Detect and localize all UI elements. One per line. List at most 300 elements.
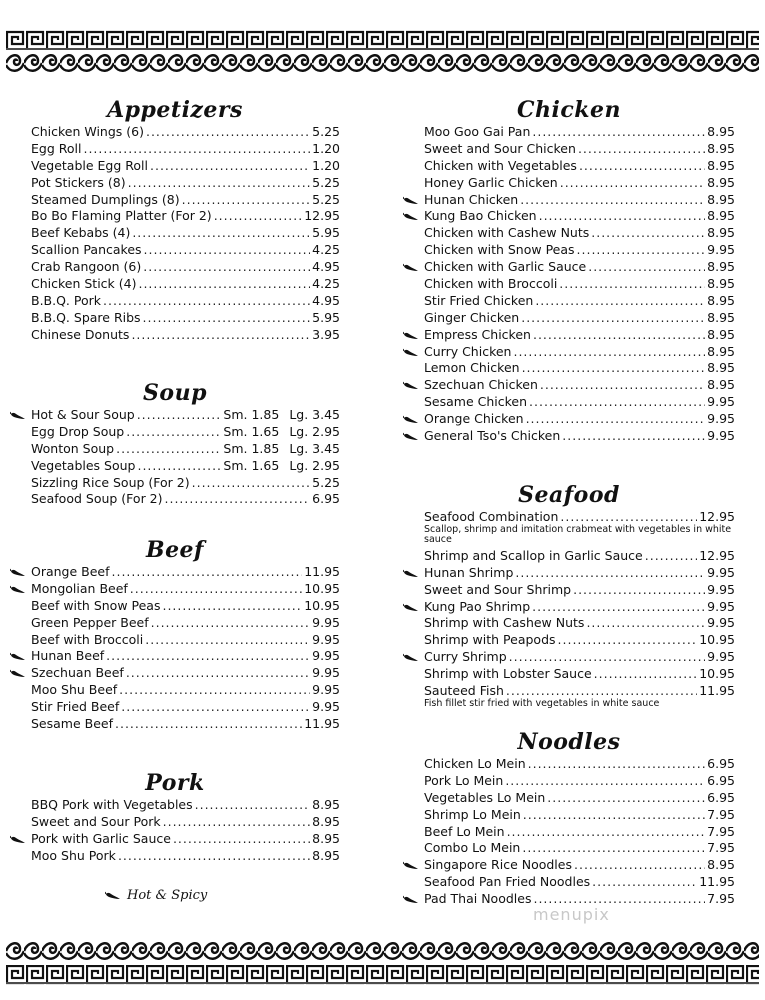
dot-leader: [526, 411, 706, 428]
item-name: Scallion Pancakes: [31, 242, 142, 258]
dot-leader: [506, 683, 697, 700]
item-name: Pork Lo Mein: [424, 772, 504, 788]
dot-leader: [118, 848, 310, 865]
dot-leader: [520, 192, 705, 209]
item-price: 12.95: [699, 547, 735, 563]
item-name: Beef with Snow Peas: [31, 597, 161, 613]
item-price: 7.95: [707, 823, 735, 839]
menu-item: [10, 208, 340, 225]
menu-item: [403, 276, 735, 293]
menu-item: [403, 874, 735, 891]
item-price: 9.95: [312, 682, 340, 698]
menu-item: [403, 840, 735, 857]
item-name: Vegetables Soup: [31, 457, 136, 473]
dot-leader: [515, 565, 705, 582]
dot-leader: [509, 649, 705, 666]
menu-item: [403, 582, 735, 599]
item-name: Sauteed Fish: [424, 683, 504, 699]
dot-leader: [115, 716, 302, 733]
hot-pepper-icon: [403, 212, 419, 221]
item-price: 8.95: [707, 292, 735, 308]
seafood-section: [403, 481, 735, 711]
item-price: 4.95: [312, 259, 340, 275]
menu-item: [10, 564, 340, 581]
item-price: 5.25: [312, 474, 340, 490]
menu-item: [10, 310, 340, 327]
menu-item: [10, 632, 340, 649]
dot-leader: [182, 192, 311, 209]
item-name: Green Pepper Beef: [31, 614, 149, 630]
menu-item: [10, 831, 340, 848]
dot-leader: [591, 225, 705, 242]
menu-item: [403, 259, 735, 276]
dot-leader: [513, 344, 705, 361]
menu-item: [10, 124, 340, 141]
hot-pepper-icon: [10, 411, 26, 420]
item-price: 8.95: [312, 797, 340, 812]
item-price: 1.20: [312, 157, 340, 173]
item-name: Szechuan Beef: [31, 665, 124, 681]
dot-leader: [578, 141, 705, 158]
item-name: Chicken Stick (4): [31, 276, 137, 292]
item-price: 9.95: [707, 242, 735, 258]
item-price: 8.95: [707, 360, 735, 376]
item-price: 9.95: [312, 631, 340, 647]
menu-item: [403, 756, 735, 773]
item-price: 8.95: [707, 377, 735, 393]
item-price: 5.95: [312, 225, 340, 241]
dot-leader: [130, 581, 302, 598]
hot-pepper-icon: [105, 891, 121, 900]
hot-pepper-icon: [10, 669, 26, 678]
dot-leader: [192, 475, 311, 492]
dot-leader: [535, 293, 705, 310]
menu-item: [403, 293, 735, 310]
item-price: 9.95: [707, 394, 735, 410]
item-price: 9.95: [707, 581, 735, 597]
hot-pepper-icon: [403, 432, 419, 441]
item-price: 4.95: [312, 292, 340, 308]
item-name: Egg Drop Soup: [31, 423, 125, 439]
item-name: Pork with Garlic Sauce: [31, 830, 171, 846]
item-price-small: Sm. 1.85: [223, 440, 280, 456]
hot-pepper-icon: [10, 652, 26, 661]
item-name: Kung Bao Chicken: [424, 208, 537, 224]
item-price: 9.95: [312, 665, 340, 681]
item-name: Egg Roll: [31, 140, 82, 156]
menu-item: [403, 649, 735, 666]
item-description: Fish fillet stir fried with vegetables in white sauce: [424, 697, 660, 709]
item-name: Moo Goo Gai Pan: [424, 124, 531, 139]
item-name: Mongolian Beef: [31, 580, 128, 596]
section-title-pork: Pork: [145, 770, 205, 796]
item-name: Vegetables Lo Mein: [424, 789, 546, 805]
dot-leader: [132, 225, 310, 242]
menu-item: [10, 699, 340, 716]
hot-pepper-icon: [403, 861, 419, 870]
menu-item: [10, 175, 340, 192]
section-title-beef: Beef: [145, 537, 205, 563]
legend-label: Hot & Spicy: [127, 888, 208, 903]
dot-leader: [540, 377, 705, 394]
menu-item: [403, 124, 735, 141]
dot-leader: [523, 807, 705, 824]
item-price-large: Lg. 3.45: [289, 440, 340, 456]
item-price: 9.95: [707, 564, 735, 580]
item-name: Curry Chicken: [424, 343, 512, 359]
item-name: Pad Thai Noodles: [424, 891, 532, 907]
dot-leader: [586, 615, 705, 632]
item-name: Bo Bo Flaming Platter (For 2): [31, 208, 212, 224]
menu-item: [403, 394, 735, 411]
dot-leader: [138, 276, 310, 293]
item-name: Sizzling Rice Soup (For 2): [31, 474, 190, 490]
item-price: 10.95: [699, 632, 735, 648]
item-name: Sesame Beef: [31, 716, 113, 732]
item-price: 6.95: [707, 756, 735, 771]
item-price: 11.95: [699, 683, 735, 699]
appetizers-list: [10, 124, 340, 344]
menu-item: [10, 648, 340, 665]
item-price: 8.95: [707, 157, 735, 173]
menu-item: [10, 276, 340, 293]
item-price: 4.25: [312, 276, 340, 292]
item-price: 10.95: [304, 580, 340, 596]
item-price: 12.95: [304, 208, 340, 224]
menu-item: [10, 458, 340, 475]
item-price: 6.95: [707, 772, 735, 788]
item-name: Steamed Dumplings (8): [31, 191, 180, 207]
dot-leader: [131, 327, 310, 344]
item-price: 7.95: [707, 806, 735, 822]
hot-pepper-icon: [403, 603, 419, 612]
dot-leader: [137, 458, 221, 475]
item-name: Lemon Chicken: [424, 360, 520, 376]
item-price: 8.95: [707, 208, 735, 224]
item-name: Vegetable Egg Roll: [31, 157, 148, 173]
item-price: 1.20: [312, 140, 340, 156]
menu-item: [10, 407, 340, 424]
dot-leader: [163, 814, 311, 831]
item-price: 5.25: [312, 124, 340, 139]
dot-leader: [558, 632, 698, 649]
dot-leader: [214, 208, 303, 225]
item-name: Chicken with Garlic Sauce: [424, 259, 587, 275]
item-price: 8.95: [707, 191, 735, 207]
item-name: Pot Stickers (8): [31, 174, 126, 190]
menu-item: [403, 360, 735, 377]
item-name: Shrimp with Lobster Sauce: [424, 666, 592, 682]
dot-leader: [151, 615, 311, 632]
dot-leader: [146, 124, 310, 141]
dot-leader: [592, 874, 697, 891]
dot-leader: [145, 632, 310, 649]
item-name: Chicken Wings (6): [31, 124, 144, 139]
dot-leader: [126, 665, 310, 682]
menu-item: [403, 807, 735, 824]
dot-leader: [143, 310, 311, 327]
item-name: Seafood Combination: [424, 509, 559, 524]
item-name: B.B.Q. Spare Ribs: [31, 309, 141, 325]
beef-section: [10, 536, 340, 733]
item-name: Sesame Chicken: [424, 394, 528, 410]
menu-item: [403, 548, 735, 565]
item-name: BBQ Pork with Vegetables: [31, 797, 193, 812]
menu-item: [10, 424, 340, 441]
item-price: 8.95: [707, 259, 735, 275]
item-price-large: Lg. 2.95: [289, 457, 340, 473]
noodles-list: [403, 756, 735, 908]
dot-leader: [574, 857, 705, 874]
item-name: Shrimp with Cashew Nuts: [424, 615, 585, 631]
item-name: Sweet and Sour Shrimp: [424, 581, 572, 597]
menu-item: [10, 615, 340, 632]
item-name: Orange Beef: [31, 564, 110, 579]
item-price: 9.95: [707, 615, 735, 631]
menu-item: [403, 141, 735, 158]
dot-leader: [562, 428, 705, 445]
item-price-small: Sm. 1.65: [223, 457, 280, 473]
menu-item: [10, 665, 340, 682]
item-price: 6.95: [312, 491, 340, 507]
dot-leader: [588, 259, 705, 276]
dot-leader: [106, 648, 310, 665]
dot-leader: [547, 790, 705, 807]
item-name: Curry Shrimp: [424, 649, 507, 665]
item-name: Sweet and Sour Pork: [31, 813, 161, 829]
item-price: 8.95: [312, 830, 340, 846]
item-name: Crab Rangoon (6): [31, 259, 142, 275]
dot-leader: [103, 293, 310, 310]
menu-item: [10, 814, 340, 831]
wave-border-top: [6, 52, 759, 74]
hot-pepper-icon: [10, 568, 26, 577]
item-price: 8.95: [312, 813, 340, 829]
menu-item: [10, 797, 340, 814]
dot-leader: [573, 582, 705, 599]
item-name: Honey Garlic Chicken: [424, 174, 558, 190]
item-name: B.B.Q. Pork: [31, 292, 102, 308]
hot-pepper-icon: [403, 331, 419, 340]
menu-item: [403, 599, 735, 616]
item-price-small: Sm. 1.85: [223, 407, 280, 422]
item-name: Hunan Shrimp: [424, 564, 514, 580]
noodles-section: [403, 728, 735, 908]
dot-leader: [528, 756, 706, 773]
menu-item: [403, 565, 735, 582]
dot-leader: [594, 666, 698, 683]
item-name: Szechuan Chicken: [424, 377, 538, 393]
menu-item: [403, 225, 735, 242]
item-name: Chinese Donuts: [31, 326, 130, 342]
menu-item: [10, 581, 340, 598]
menu-item: [10, 475, 340, 492]
dot-leader: [522, 360, 706, 377]
item-price: 10.95: [699, 666, 735, 682]
greek-key-border-bottom: [6, 964, 759, 986]
menu-item: [403, 683, 735, 700]
dot-leader: [507, 824, 706, 841]
dot-leader: [577, 242, 706, 259]
item-price-small: Sm. 1.65: [223, 423, 280, 439]
item-price: 8.95: [312, 847, 340, 863]
dot-leader: [162, 598, 302, 615]
menu-item: [403, 428, 735, 445]
dot-leader: [165, 491, 311, 508]
menu-item: [403, 411, 735, 428]
dot-leader: [533, 327, 705, 344]
dot-leader: [144, 242, 311, 259]
item-price: 8.95: [707, 276, 735, 292]
item-name: Seafood Pan Fried Noodles: [424, 874, 591, 890]
menu-item: [403, 310, 735, 327]
dot-leader: [529, 394, 705, 411]
hot-pepper-icon: [403, 415, 419, 424]
item-name: Combo Lo Mein: [424, 840, 521, 856]
menu-item: [403, 175, 735, 192]
item-name: Moo Shu Beef: [31, 682, 118, 698]
menu-item: [403, 344, 735, 361]
menu-item: [403, 615, 735, 632]
menu-item: [403, 857, 735, 874]
menu-item: [403, 790, 735, 807]
section-title-seafood: Seafood: [518, 482, 620, 508]
dot-leader: [128, 175, 311, 192]
dot-leader: [119, 682, 310, 699]
menu-item: [403, 824, 735, 841]
menu-item: [403, 377, 735, 394]
menu-item: [403, 327, 735, 344]
dot-leader: [112, 564, 303, 581]
item-name: Hunan Beef: [31, 648, 105, 664]
dot-leader: [560, 175, 705, 192]
item-price: 7.95: [707, 840, 735, 856]
item-price: 11.95: [304, 716, 340, 732]
dot-leader: [116, 441, 221, 458]
item-name: Kung Pao Shrimp: [424, 598, 531, 614]
item-name: Chicken Lo Mein: [424, 756, 526, 771]
hot-pepper-icon: [10, 585, 26, 594]
menu-item: [10, 441, 340, 458]
hot-spicy-legend: [105, 888, 207, 903]
item-price: 11.95: [304, 564, 340, 579]
dot-leader: [126, 424, 221, 441]
menu-item: [403, 632, 735, 649]
pork-section: [10, 769, 340, 865]
dot-leader: [579, 158, 705, 175]
dot-leader: [521, 310, 705, 327]
section-title-soup: Soup: [143, 380, 207, 406]
item-price: 5.25: [312, 174, 340, 190]
item-price-large: Lg. 3.45: [289, 407, 340, 422]
item-price: 8.95: [707, 174, 735, 190]
item-price: 8.95: [707, 140, 735, 156]
dot-leader: [137, 407, 222, 424]
dot-leader: [173, 831, 310, 848]
hot-pepper-icon: [403, 348, 419, 357]
item-price: 11.95: [699, 874, 735, 890]
menu-item: [403, 158, 735, 175]
item-price: 9.95: [707, 598, 735, 614]
hot-pepper-icon: [403, 263, 419, 272]
menu-item: [10, 259, 340, 276]
menu-item: [10, 848, 340, 865]
menu-item: [10, 141, 340, 158]
item-name: Empress Chicken: [424, 326, 531, 342]
item-price: 9.95: [312, 614, 340, 630]
item-price: 8.95: [707, 309, 735, 325]
item-name: Singapore Rice Noodles: [424, 857, 572, 873]
item-name: Shrimp and Scallop in Garlic Sauce: [424, 547, 643, 563]
section-title-noodles: Noodles: [517, 729, 621, 755]
item-name: Beef Lo Mein: [424, 823, 505, 839]
hot-pepper-icon: [403, 653, 419, 662]
dot-leader: [559, 276, 705, 293]
item-price: 9.95: [312, 648, 340, 664]
item-name: Sweet and Sour Chicken: [424, 140, 576, 156]
item-price: 8.95: [707, 124, 735, 139]
menu-item: [10, 192, 340, 209]
item-price: 3.95: [312, 326, 340, 342]
greek-key-border-top: [6, 30, 759, 50]
dot-leader: [505, 773, 705, 790]
menu-item: [403, 242, 735, 259]
dot-leader: [195, 797, 311, 814]
item-name: Orange Chicken: [424, 411, 524, 427]
item-price: 8.95: [707, 857, 735, 873]
hot-pepper-icon: [403, 196, 419, 205]
dot-leader: [539, 208, 706, 225]
dot-leader: [150, 158, 310, 175]
hot-pepper-icon: [403, 895, 419, 904]
item-name: Ginger Chicken: [424, 309, 520, 325]
item-name: Wonton Soup: [31, 440, 115, 456]
dot-leader: [83, 141, 310, 158]
wave-border-bottom: [6, 940, 759, 962]
item-name: Chicken with Snow Peas: [424, 242, 575, 258]
item-name: Stir Fried Beef: [31, 699, 120, 715]
menu-item: [10, 682, 340, 699]
dot-leader: [532, 599, 705, 616]
item-name: Beef with Broccoli: [31, 631, 144, 647]
section-title-appetizers: Appetizers: [107, 97, 243, 123]
soup-list: [10, 407, 340, 508]
item-name: Moo Shu Pork: [31, 847, 116, 863]
item-price-large: Lg. 2.95: [289, 423, 340, 439]
item-price: 8.95: [707, 225, 735, 241]
item-name: General Tso's Chicken: [424, 428, 561, 444]
menu-item: [403, 773, 735, 790]
item-price: 9.95: [707, 428, 735, 444]
menu-item: [10, 242, 340, 259]
menu-item: [403, 509, 735, 526]
item-price: 10.95: [304, 597, 340, 613]
pork-list: [10, 797, 340, 865]
item-description: Scallop, shrimp and imitation crabmeat with vegetables in white sauce: [424, 523, 732, 546]
menu-item: [403, 192, 735, 209]
item-name: Chicken with Vegetables: [424, 157, 577, 173]
seafood-list: [403, 509, 735, 709]
item-price: 6.95: [707, 789, 735, 805]
item-name: Beef Kebabs (4): [31, 225, 131, 241]
dot-leader: [143, 259, 310, 276]
item-price: 8.95: [707, 343, 735, 359]
soup-section: [10, 379, 340, 508]
item-name: Shrimp with Peapods: [424, 632, 556, 648]
menu-item: [10, 327, 340, 344]
menu-item: [403, 208, 735, 225]
item-price: 9.95: [312, 699, 340, 715]
